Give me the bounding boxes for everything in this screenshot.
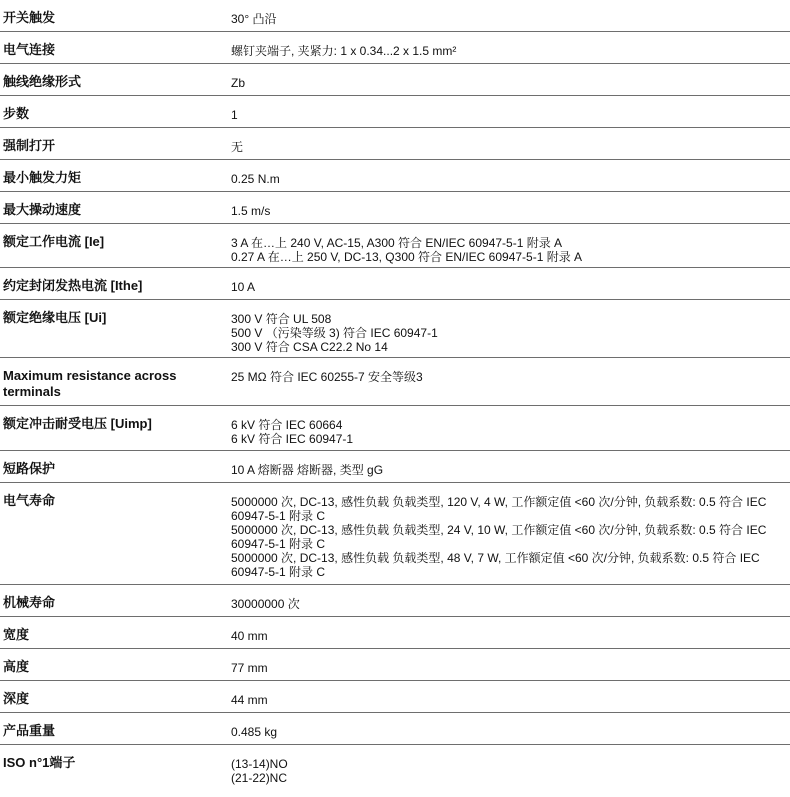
spec-row-positive-opening	[0, 128, 790, 160]
spec-label: 开关触发	[3, 10, 56, 25]
spec-value-line: 0.27 A 在…上 250 V, DC-13, Q300 符合 EN/IEC 60947-5-1 附录 A	[231, 250, 583, 264]
spec-value-line: (21-22)NC	[231, 771, 288, 785]
spec-value-line: 0.25 N.m	[231, 172, 280, 186]
spec-row-insulation-form	[0, 64, 790, 96]
spec-row-max-resistance	[0, 358, 790, 406]
spec-value	[231, 483, 790, 584]
spec-row-weight	[0, 713, 790, 745]
spec-label: 宽度	[3, 627, 30, 642]
spec-row-thermal-current	[0, 268, 790, 300]
spec-value	[231, 300, 790, 357]
spec-label: 电气寿命	[3, 493, 56, 508]
spec-value-line: Zb	[231, 76, 246, 90]
spec-value-line: 0.485 kg	[231, 725, 278, 739]
spec-value	[231, 585, 790, 616]
spec-row-insulation-voltage	[0, 300, 790, 358]
spec-value	[231, 192, 790, 223]
spec-value-line: 77 mm	[231, 661, 268, 675]
spec-row-max-speed	[0, 192, 790, 224]
spec-label: 额定冲击耐受电压 [Uimp]	[3, 416, 152, 431]
spec-row-impulse-voltage	[0, 406, 790, 451]
spec-value	[231, 96, 790, 127]
spec-value	[231, 64, 790, 95]
spec-value	[231, 128, 790, 159]
spec-value	[231, 32, 790, 63]
spec-value	[231, 160, 790, 191]
spec-label: 强制打开	[3, 138, 56, 153]
spec-value-line: 5000000 次, DC-13, 感性负载 负载类型, 120 V, 4 W, 工作额定值 <60 次/分钟, 负载系数: 0.5 符合 IEC 60947-5-1 附录 C	[231, 495, 767, 523]
spec-label: Maximum resistance across terminals	[3, 368, 177, 399]
spec-label: 深度	[3, 691, 30, 706]
spec-value-line: 300 V 符合 CSA C22.2 No 14	[231, 340, 388, 354]
spec-value-line: 44 mm	[231, 693, 268, 707]
spec-row-height	[0, 649, 790, 681]
spec-value-line: 6 kV 符合 IEC 60947-1	[231, 432, 354, 446]
spec-value	[231, 713, 790, 744]
spec-value-line: 300 V 符合 UL 508	[231, 312, 332, 326]
spec-value	[231, 406, 790, 450]
spec-value	[231, 745, 790, 793]
spec-row-electrical-connection	[0, 32, 790, 64]
spec-value-line: 1.5 m/s	[231, 204, 271, 218]
spec-label: 机械寿命	[3, 595, 56, 610]
spec-value	[231, 649, 790, 680]
spec-row-mechanical-durability	[0, 585, 790, 617]
spec-row-depth	[0, 681, 790, 713]
spec-value-line: 10 A 熔断器 熔断器, 类型 gG	[231, 463, 384, 477]
spec-label: ISO n°1端子	[3, 755, 76, 770]
spec-value-line: 10 A	[231, 280, 256, 294]
spec-label: 步数	[3, 106, 30, 121]
spec-label: 触线绝缘形式	[3, 74, 82, 89]
spec-label: 额定工作电流 [Ie]	[3, 234, 105, 249]
spec-value	[231, 0, 790, 31]
spec-label: 高度	[3, 659, 30, 674]
spec-value-line: 500 V （污染等级 3) 符合 IEC 60947-1	[231, 326, 438, 340]
spec-row-rated-current	[0, 224, 790, 268]
spec-label: 最大操动速度	[3, 202, 82, 217]
spec-row-short-circuit-protection	[0, 451, 790, 483]
spec-label: 最小触发力矩	[3, 170, 82, 185]
spec-value	[231, 617, 790, 648]
spec-value-line: 25 MΩ 符合 IEC 60255-7 安全等级3	[231, 370, 423, 384]
spec-row-switch-actuation	[0, 0, 790, 32]
spec-value-line: 无	[231, 140, 244, 154]
spec-label: 电气连接	[3, 42, 56, 57]
spec-value	[231, 224, 790, 267]
spec-value-line: 螺钉夹端子, 夹紧力: 1 x 0.34...2 x 1.5 mm²	[231, 44, 457, 58]
spec-value-line: 6 kV 符合 IEC 60664	[231, 418, 343, 432]
spec-value	[231, 681, 790, 712]
spec-row-iso-terminals	[0, 745, 790, 793]
spec-value	[231, 451, 790, 482]
spec-value-line: 1	[231, 108, 238, 122]
spec-row-steps	[0, 96, 790, 128]
spec-row-width	[0, 617, 790, 649]
spec-row-min-torque	[0, 160, 790, 192]
spec-label: 约定封闭发热电流 [Ithe]	[3, 278, 143, 293]
spec-value-line: 5000000 次, DC-13, 感性负载 负载类型, 24 V, 10 W, 工作额定值 <60 次/分钟, 负载系数: 0.5 符合 IEC 60947-5-1 附录 C	[231, 523, 767, 551]
spec-value-line: 40 mm	[231, 629, 268, 643]
spec-value-line: (13-14)NO	[231, 757, 288, 771]
spec-value-line: 30° 凸沿	[231, 12, 277, 26]
spec-value-line: 3 A 在…上 240 V, AC-15, A300 符合 EN/IEC 60947-5-1 附录 A	[231, 236, 563, 250]
spec-value	[231, 268, 790, 299]
spec-label: 短路保护	[3, 461, 56, 476]
spec-value	[231, 358, 790, 405]
spec-row-electrical-durability	[0, 483, 790, 585]
spec-label: 产品重量	[3, 723, 56, 738]
spec-value-line: 5000000 次, DC-13, 感性负载 负载类型, 48 V, 7 W, 工作额定值 <60 次/分钟, 负载系数: 0.5 符合 IEC 60947-5-1 附录 C	[231, 551, 760, 579]
spec-value-line: 30000000 次	[231, 597, 300, 611]
spec-label: 额定绝缘电压 [Ui]	[3, 310, 107, 325]
